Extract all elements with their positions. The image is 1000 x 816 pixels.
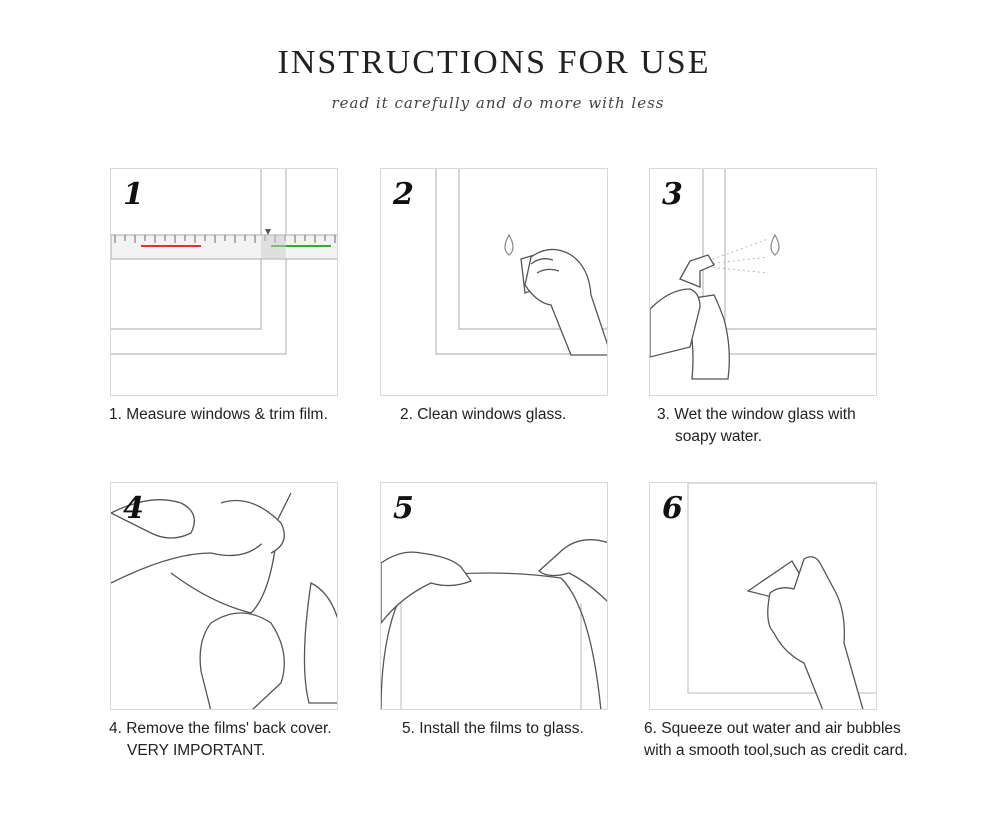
page-subtitle: read it carefully and do more with less xyxy=(331,94,665,112)
step-number: 4 xyxy=(123,491,144,526)
caption-line: 2. Clean windows glass. xyxy=(400,406,567,423)
step-5-panel xyxy=(380,482,608,710)
step-1-panel xyxy=(110,168,338,396)
caption-line: 3. Wet the window glass with xyxy=(657,406,856,423)
install-film-illustration xyxy=(381,483,608,710)
step-2-caption xyxy=(400,404,566,426)
step-4-caption xyxy=(109,718,332,762)
step-6-caption xyxy=(644,718,908,762)
step-2-panel xyxy=(380,168,608,396)
step-number: 5 xyxy=(393,491,414,526)
step-6-panel xyxy=(649,482,877,710)
spray-bottle-illustration xyxy=(650,169,877,396)
caption-line: 6. Squeeze out water and air bubbles xyxy=(644,720,901,737)
step-number: 3 xyxy=(662,177,683,212)
wipe-glass-illustration xyxy=(381,169,608,396)
step-3-panel xyxy=(649,168,877,396)
step-number: 1 xyxy=(123,177,144,212)
step-5-caption xyxy=(402,718,584,740)
caption-line: VERY IMPORTANT. xyxy=(127,742,266,759)
peel-film-illustration xyxy=(111,483,338,710)
caption-line: soapy water. xyxy=(675,428,763,445)
step-3-caption xyxy=(657,404,856,448)
step-number: 6 xyxy=(662,491,683,526)
step-number: 2 xyxy=(393,177,414,212)
caption-line: 1. Measure windows & trim film. xyxy=(109,406,328,423)
ruler-measure-illustration xyxy=(111,169,338,396)
step-4-panel xyxy=(110,482,338,710)
caption-line: 5. Install the films to glass. xyxy=(402,720,584,737)
caption-line: 4. Remove the films' back cover. xyxy=(109,720,332,737)
caption-line: with a smooth tool,such as credit card. xyxy=(644,742,908,759)
page-title: INSTRUCTIONS FOR USE xyxy=(277,44,711,81)
squeegee-illustration xyxy=(650,483,877,710)
step-1-caption xyxy=(109,404,328,426)
